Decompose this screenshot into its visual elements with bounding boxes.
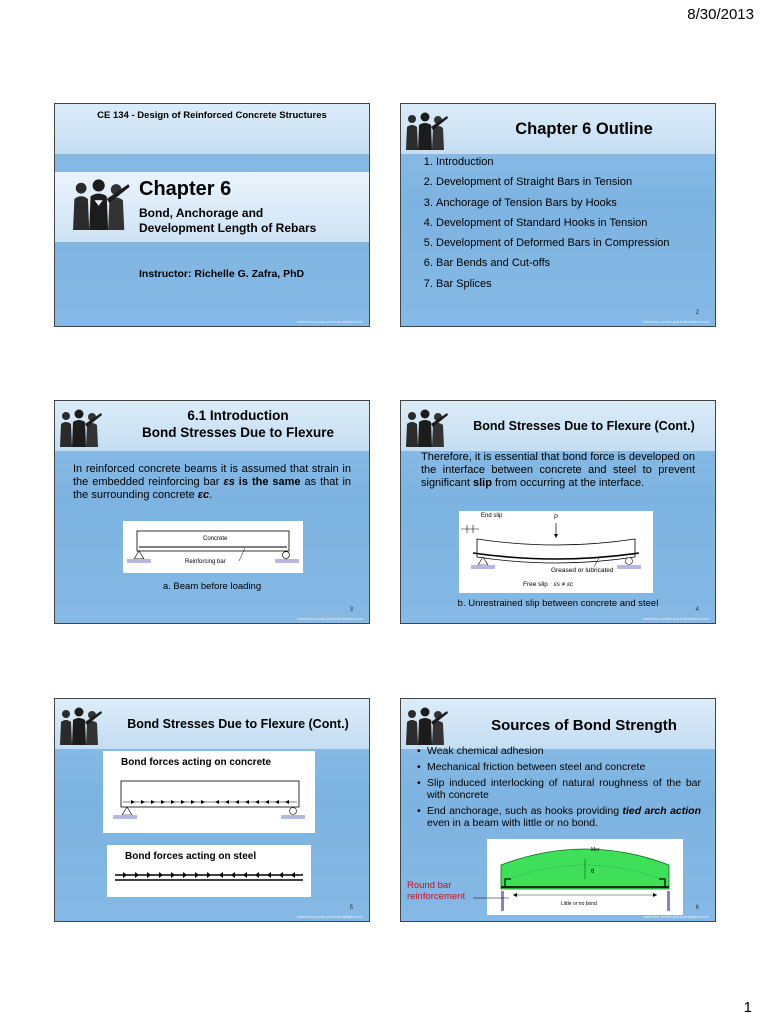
business-people-icon	[403, 705, 449, 745]
outline-item: 5. Development of Deformed Bars in Compression	[436, 237, 670, 249]
text-segment: even in a beam with little or no bond.	[427, 817, 599, 829]
text-segment: In reinforced concrete beams it is assumed that strain in the embedded reinforcing bar	[73, 463, 351, 488]
bond-sources-list	[415, 745, 701, 833]
figure-caption: a. Beam before loading	[162, 581, 262, 592]
footer-url: www.free-power-point-templates.com	[296, 319, 363, 324]
slide-number: 4	[695, 607, 699, 613]
footer-url: www.free-power-point-templates.com	[296, 914, 363, 919]
round-bar-label	[407, 880, 465, 902]
list-item: • Weak chemical adhesion	[427, 745, 701, 757]
strain-concrete-symbol: εc	[197, 489, 210, 501]
slide-number: 5	[349, 905, 353, 911]
business-people-icon	[57, 705, 103, 745]
beam-before-loading-figure	[123, 521, 303, 573]
list-item	[427, 805, 701, 829]
end-slip-label: End slip	[481, 513, 503, 519]
round-label-line-2: reinforcement	[407, 891, 466, 902]
page-number: 1	[743, 999, 752, 1016]
figure-caption: b. Unrestrained slip between concrete and steel	[457, 598, 659, 609]
tied-arch-figure	[487, 839, 683, 915]
load-label: P	[554, 515, 559, 521]
list-item: • Slip induced interlocking of natural roughness of the bar with concrete	[427, 777, 701, 801]
footer-url: www.free-power-point-templates.com	[642, 914, 709, 919]
round-bar-pointer	[471, 895, 511, 901]
outline-title: Chapter 6 Outline	[515, 120, 653, 138]
round-label-line-1: Round bar	[407, 880, 452, 891]
greased-label: Greased or lubricated	[551, 567, 614, 574]
slide-number: 6	[695, 905, 699, 911]
bond-concrete-figure	[103, 751, 315, 833]
slide-2[interactable]	[400, 103, 716, 327]
footer-url: www.free-power-point-templates.com	[296, 616, 363, 621]
free-slip-equation: εs ≠ εc	[553, 581, 574, 588]
outline-item: 2. Development of Straight Bars in Tension	[436, 176, 670, 188]
chapter-title: Chapter 6	[139, 178, 232, 200]
subtitle-line-1: Bond, Anchorage and	[139, 206, 264, 220]
slide-6[interactable]	[400, 698, 716, 922]
slide-1[interactable]	[54, 103, 370, 327]
text-segment: from occurring at the interface.	[491, 477, 645, 489]
slide-title: Bond Stresses Due to Flexure (Cont.)	[473, 419, 695, 433]
slide-number: 3	[349, 607, 353, 613]
slide-title: Sources of Bond Strength	[491, 717, 677, 734]
outline-item: 1. Introduction	[436, 156, 670, 168]
outline-list	[419, 156, 670, 298]
tied-arch-emphasis: tied arch action	[622, 805, 701, 817]
free-slip-text: Free slip	[523, 581, 548, 588]
outline-item: 3. Anchorage of Tension Bars by Hooks	[436, 197, 670, 209]
bond-concrete-label: Bond forces acting on concrete	[121, 757, 272, 768]
unrestrained-slip-figure	[459, 511, 653, 593]
bond-steel-label: Bond forces acting on steel	[125, 851, 257, 862]
outline-item: 4. Development of Standard Hooks in Tension	[436, 217, 670, 229]
slide-4[interactable]	[400, 400, 716, 624]
footer-url: www.free-power-point-templates.com	[642, 616, 709, 621]
subtitle-line-2: Development Length of Rebars	[139, 221, 317, 235]
text-segment: .	[209, 489, 213, 501]
bond-steel-figure	[107, 845, 311, 897]
text-segment: as that in the surrounding concrete	[73, 476, 352, 501]
instructor-name: Instructor: Richelle G. Zafra, PhD	[139, 268, 305, 280]
business-people-icon	[57, 407, 103, 447]
outline-item: 6. Bar Bends and Cut-offs	[436, 257, 670, 269]
strain-steel-symbol: εs	[223, 476, 235, 488]
concrete-label: Concrete	[203, 536, 228, 542]
title-line-2: Bond Stresses Due to Flexure	[141, 425, 335, 440]
slide-5[interactable]	[54, 698, 370, 922]
slide-title: Bond Stresses Due to Flexure (Cont.)	[127, 717, 349, 731]
slide-3[interactable]	[54, 400, 370, 624]
business-people-icon	[403, 110, 449, 150]
reinforcing-bar-label: Reinforcing bar	[185, 559, 226, 565]
business-people-icon	[69, 170, 131, 236]
chapter-subtitle	[139, 206, 316, 236]
slip-emphasis: slip	[472, 477, 492, 489]
slide-title	[111, 407, 365, 441]
slide-number: 2	[695, 310, 699, 316]
slip-paragraph	[421, 451, 695, 490]
cracking-moment-label: Mcr	[591, 847, 600, 853]
course-title: CE 134 - Design of Reinforced Concrete Structures	[97, 110, 327, 121]
business-people-icon	[403, 407, 449, 447]
theta-label: θ	[591, 869, 595, 875]
text-segment: End anchorage, such as hooks providing	[427, 805, 623, 817]
footer-url: www.free-power-point-templates.com	[642, 319, 709, 324]
page-date: 8/30/2013	[687, 6, 754, 23]
free-slip-label	[523, 581, 573, 588]
little-bond-label: Little or no bond	[561, 901, 597, 907]
list-item: • Mechanical friction between steel and concrete	[427, 761, 701, 773]
intro-paragraph	[73, 463, 351, 502]
title-line-1: 6.1 Introduction	[187, 408, 289, 423]
emphasis-text: is the same	[234, 476, 301, 488]
text-segment: Therefore, it is essential that bond force is developed on the interface between concrete and steel to prevent significant	[421, 451, 695, 489]
outline-item: 7. Bar Splices	[436, 278, 670, 290]
